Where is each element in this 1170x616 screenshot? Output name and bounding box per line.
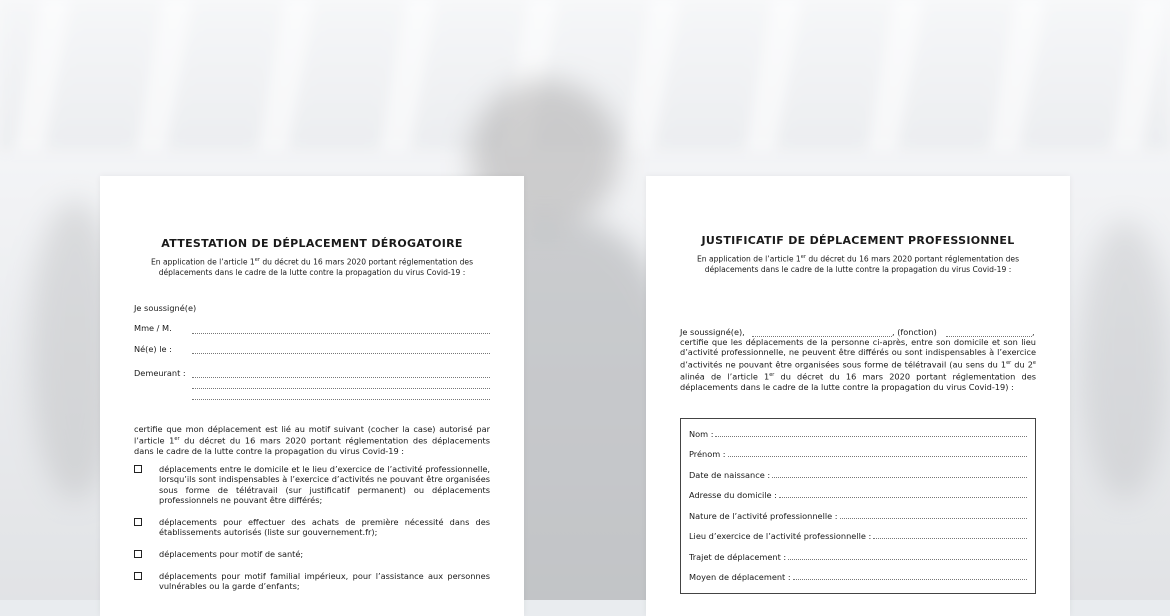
field-moyen[interactable]	[689, 572, 1027, 582]
field-line[interactable]	[715, 436, 1027, 437]
reason-option-family[interactable]	[134, 571, 490, 592]
field-label: Nom :	[689, 429, 714, 439]
field-label: Prénom :	[689, 449, 726, 459]
employee-details-box	[680, 418, 1036, 594]
field-line[interactable]	[840, 518, 1027, 519]
professional-travel-form	[646, 176, 1070, 616]
certify-paragraph: certifie que mon déplacement est lié au motif suivant (cocher la case) autorisé par l’article 1er du décret du 16 mars 2020 portant réglementation des déplacements dans le cadre de la lutte contre la propagation du virus Covid-19 :	[134, 424, 490, 457]
attestation-form	[100, 176, 524, 616]
field-line[interactable]	[772, 477, 1027, 478]
name-field[interactable]	[192, 333, 490, 334]
field-line[interactable]	[873, 538, 1027, 539]
field-line[interactable]	[793, 579, 1027, 580]
birth-date-label: Né(e) le :	[134, 344, 172, 354]
field-date-naissance[interactable]	[689, 470, 1027, 480]
address-field-line-1[interactable]	[192, 377, 490, 378]
field-trajet[interactable]	[689, 552, 1027, 562]
field-label: Date de naissance :	[689, 470, 771, 480]
field-line[interactable]	[788, 559, 1027, 560]
field-label: Lieu d’exercice de l’activité professionnelle :	[689, 531, 872, 541]
field-label: Moyen de déplacement :	[689, 572, 791, 582]
attestation-subtitle: En application de l’article 1er du décret du 16 mars 2020 portant réglementation des déplacements dans le cadre de la lutte contre la propagation du virus Covid-19 :	[150, 257, 474, 277]
professional-form-subtitle: En application de l’article 1er du décret du 16 mars 2020 portant réglementation des déplacements dans le cadre de la lutte contre la propagation du virus Covid-19 :	[696, 254, 1020, 274]
checkbox[interactable]	[134, 465, 142, 473]
field-nom[interactable]	[689, 429, 1027, 439]
reason-option-health[interactable]	[134, 549, 490, 559]
field-label: Adresse du domicile :	[689, 490, 777, 500]
field-label: Trajet de déplacement :	[689, 552, 787, 562]
field-label: Nature de l’activité professionnelle :	[689, 511, 838, 521]
field-line[interactable]	[728, 456, 1027, 457]
reason-option-label: déplacements entre le domicile et le lieu d’exercice de l’activité professionnelle, lorsqu’ils sont indispensables à l’exercice d’activités ne pouvant être organisées sous forme de télétravail (sur justificatif permanent) ou déplacements professionnels ne pouvant être différés;	[159, 464, 490, 505]
intro-undersigned: Je soussigné(e),	[680, 327, 745, 337]
field-nature-activite[interactable]	[689, 511, 1027, 521]
reason-option-label: déplacements pour motif de santé;	[159, 549, 304, 559]
name-label: Mme / M.	[134, 323, 172, 333]
checkbox[interactable]	[134, 518, 142, 526]
address-label: Demeurant :	[134, 368, 186, 378]
attestation-title: ATTESTATION DE DÉPLACEMENT DÉROGATOIRE	[161, 237, 463, 250]
checkbox[interactable]	[134, 550, 142, 558]
undersigned-label: Je soussigné(e)	[134, 303, 197, 313]
field-lieu-exercice[interactable]	[689, 531, 1027, 541]
field-adresse[interactable]	[689, 490, 1027, 500]
birth-date-field[interactable]	[192, 353, 490, 354]
reason-option-shopping[interactable]	[134, 517, 490, 538]
reason-option-label: déplacements pour effectuer des achats de première nécessité dans des établissements autorisés (liste sur gouvernement.fr);	[159, 517, 490, 538]
intro-paragraph: certifie que les déplacements de la personne ci-après, entre son domicile et son lieu d’activité professionnelle, ne peuvent être différés ou sont indispensables à l’exercice d’activités ne pouvant être organisées sous forme de télétravail (au sens du 1er du 2e alinéa de l’article 1er du décret du 16 mars 2020 portant réglementation des déplacements dans le cadre de la lutte contre la propagation du virus Covid-19) :	[680, 337, 1036, 392]
intro-comma: ,	[1032, 327, 1035, 337]
checkbox[interactable]	[134, 572, 142, 580]
field-prenom[interactable]	[689, 449, 1027, 459]
address-field-line-3[interactable]	[192, 399, 490, 400]
address-field-line-2[interactable]	[192, 388, 490, 389]
professional-form-title: JUSTIFICATIF DE DÉPLACEMENT PROFESSIONNEL	[701, 234, 1015, 247]
reason-option-work[interactable]	[134, 464, 490, 505]
field-line[interactable]	[779, 497, 1027, 498]
reason-option-label: déplacements pour motif familial impérieux, pour l’assistance aux personnes vulnérables ou la garde d’enfants;	[159, 571, 490, 592]
intro-fonction-label: , (fonction)	[892, 327, 937, 337]
